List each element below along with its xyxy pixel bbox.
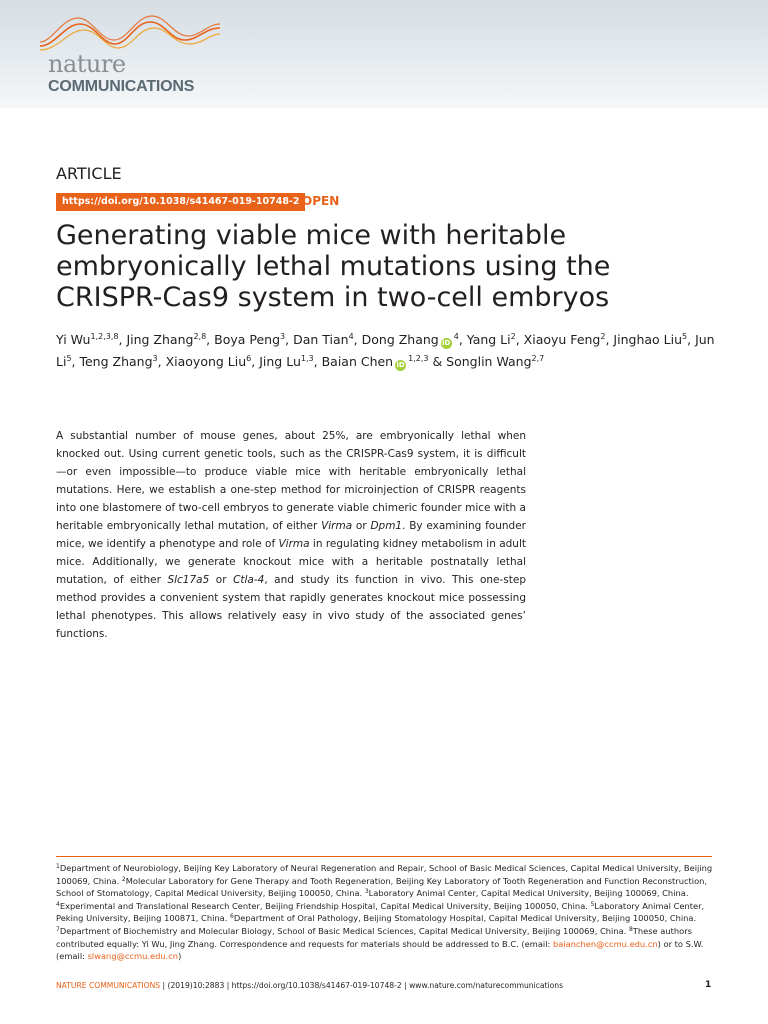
author-separator: ,: [458, 332, 467, 347]
author-separator: ,: [71, 354, 80, 369]
author-name: Jinghao Liu: [613, 332, 683, 347]
author-separator: ,: [313, 354, 322, 369]
correspondence-text: ) or to S.W. (email:: [56, 938, 704, 962]
email-link[interactable]: baianchen@ccmu.edu.cn: [552, 938, 658, 949]
abstract-text: or: [352, 520, 371, 532]
gene-name: Dpm1: [370, 520, 403, 532]
author-affiliation-marker: 3: [280, 332, 286, 341]
affiliation-text: Laboratory Animal Center, Capital Medical University, Beijing 100069, China.: [368, 888, 689, 899]
orcid-icon[interactable]: iD: [442, 339, 451, 347]
orcid-icon[interactable]: iD: [396, 361, 405, 369]
author-affiliation-marker: 2,7: [531, 354, 545, 363]
author-name: Dong Zhang: [361, 332, 439, 347]
abstract-text: , and study its function in vivo. This one-step method provides a convenient system that rapidly generates knockout mice possessing lethal phenotypes. This allows relatively easy in vivo study of the associated genes’ functions.: [56, 574, 526, 640]
affiliation-number: 1: [56, 863, 60, 870]
author-affiliation-marker: 1,2,3,8: [90, 332, 119, 341]
author-name: Xiaoyu Feng: [523, 332, 601, 347]
affiliation-number: 6: [230, 913, 234, 921]
author-name: Xiaoyong Liu: [165, 354, 247, 369]
abstract-text: A substantial number of mouse genes, about 25%, are embryonically lethal when knocked out. Using current genetic tools, such as the CRISPR-Cas9 system, it is difficult—or even impossible—to produce viable mice with heritable embryonically lethal mutations. Here, we establish a one-step method for microinjection of CRISPR reagents into one blastomere of two-cell embryos to generate viable chimeric founder mice with a heritable embryonically lethal mutation, of either: [56, 430, 526, 532]
author-name: Yang Li: [466, 332, 511, 347]
author-affiliation-marker: 1,3: [300, 354, 314, 363]
affiliation-number: 5: [590, 900, 595, 908]
author-name: Songlin Wang: [446, 354, 532, 369]
author-separator: &: [428, 354, 447, 369]
author-affiliation-marker: 5: [682, 332, 688, 341]
footer-journal: NATURE COMMUNICATIONS: [56, 981, 161, 990]
gene-name: Virma: [278, 538, 310, 550]
author-name: Teng Zhang: [79, 354, 153, 369]
journal-header: [0, 0, 768, 108]
page-footer: [56, 981, 563, 990]
affiliation-number: 8: [628, 925, 633, 933]
logo-nature: nature: [48, 50, 126, 78]
page-number: 1: [705, 980, 712, 990]
author-separator: ,: [515, 332, 524, 347]
doi-link[interactable]: https://doi.org/10.1038/s41467-019-10748-2: [56, 193, 305, 211]
author-separator: ,: [605, 332, 614, 347]
author-separator: ,: [118, 332, 127, 347]
affiliation-number: 4: [56, 900, 60, 908]
author-separator: ,: [157, 354, 166, 369]
affiliation-number: 7: [56, 925, 60, 933]
affiliation-text: Molecular Laboratory for Gene Therapy and Tooth Regeneration, Beijing Key Laboratory of Tooth Regeneration and Function Reconstruction, School of Stomatology, Capital Medical University, Beijing 100050, China.: [56, 875, 708, 899]
author-name: Yi Wu: [56, 332, 91, 347]
abstract-text: . By examining founder mice, we identify a phenotype and role of: [56, 520, 526, 550]
article-type-label: ARTICLE: [56, 164, 122, 183]
logo-communications: COMMUNICATIONS: [48, 78, 195, 95]
correspondence-text: ): [178, 951, 182, 962]
article-title: Generating viable mice with heritable embryonically lethal mutations using the CRISPR-Cas9 system in two-cell embryos: [56, 220, 611, 313]
author-separator: ,: [353, 332, 362, 347]
author-affiliation-marker: 5: [66, 354, 72, 363]
author-affiliation-marker: 4: [348, 332, 354, 341]
gene-name: Slc17a5: [167, 574, 210, 586]
author-affiliation-marker: 1,2,3: [408, 354, 429, 363]
gene-name: Ctla-4: [233, 574, 265, 586]
abstract: [56, 427, 526, 643]
author-affiliation-marker: 2,8: [193, 332, 207, 341]
footer-citation: | (2019)10:2883 | https://doi.org/10.1038/s41467-019-10748-2 | www.nature.com/naturecommunications: [160, 981, 564, 990]
affiliation-text: Laboratory Animal Center, Peking University, Beijing 100871, China.: [56, 900, 705, 924]
author-name: Jun Li: [56, 332, 715, 369]
author-affiliation-marker: 3: [152, 354, 158, 363]
author-affiliation-marker: 2: [510, 332, 516, 341]
author-separator: ,: [285, 332, 294, 347]
affiliations-divider: [56, 856, 712, 857]
logo-waves-icon: [40, 14, 220, 54]
author-name: Jing Lu: [259, 354, 301, 369]
affiliations: [56, 862, 716, 963]
affiliation-text: Department of Oral Pathology, Beijing Stomatology Hospital, Capital Medical University, Beijing 100050, China.: [233, 913, 697, 924]
author-name: Boya Peng: [214, 332, 281, 347]
affiliation-text: Department of Neurobiology, Beijing Key Laboratory of Neural Regeneration and Repair, School of Basic Medical Sciences, Capital Medical University, Beijing 100069, China.: [56, 863, 713, 886]
abstract-text: in regulating kidney metabolism in adult mice. Additionally, we generate knockout mice with a heritable postnatally lethal mutation, of either: [56, 538, 526, 586]
author-affiliation-marker: 2: [600, 332, 606, 341]
affiliation-text: These authors contributed equally: Yi Wu, Jing Zhang. Correspondence and requests for materials should be addressed to B.C. (email:: [56, 925, 692, 949]
author-list: [56, 329, 716, 373]
email-link[interactable]: slwang@ccmu.edu.cn: [87, 951, 179, 962]
affiliation-text: Department of Biochemistry and Molecular Biology, School of Basic Medical Sciences, Capital Medical University, Beijing 100069, China.: [59, 925, 629, 936]
abstract-text: or: [209, 574, 234, 586]
author-separator: ,: [206, 332, 215, 347]
affiliation-number: 3: [364, 888, 369, 896]
gene-name: Virma: [321, 520, 353, 532]
author-name: Dan Tian: [293, 332, 349, 347]
author-affiliation-marker: 4: [453, 332, 459, 341]
author-name: Jing Zhang: [126, 332, 194, 347]
author-name: Baian Chen: [321, 354, 394, 369]
affiliation-number: 2: [121, 875, 126, 883]
author-separator: ,: [687, 332, 696, 347]
author-separator: ,: [251, 354, 260, 369]
open-access-label: OPEN: [302, 194, 340, 208]
affiliation-text: Experimental and Translational Research Center, Beijing Friendship Hospital, Capital Medical University, Beijing 100050, China.: [59, 900, 591, 911]
author-affiliation-marker: 6: [246, 354, 252, 363]
